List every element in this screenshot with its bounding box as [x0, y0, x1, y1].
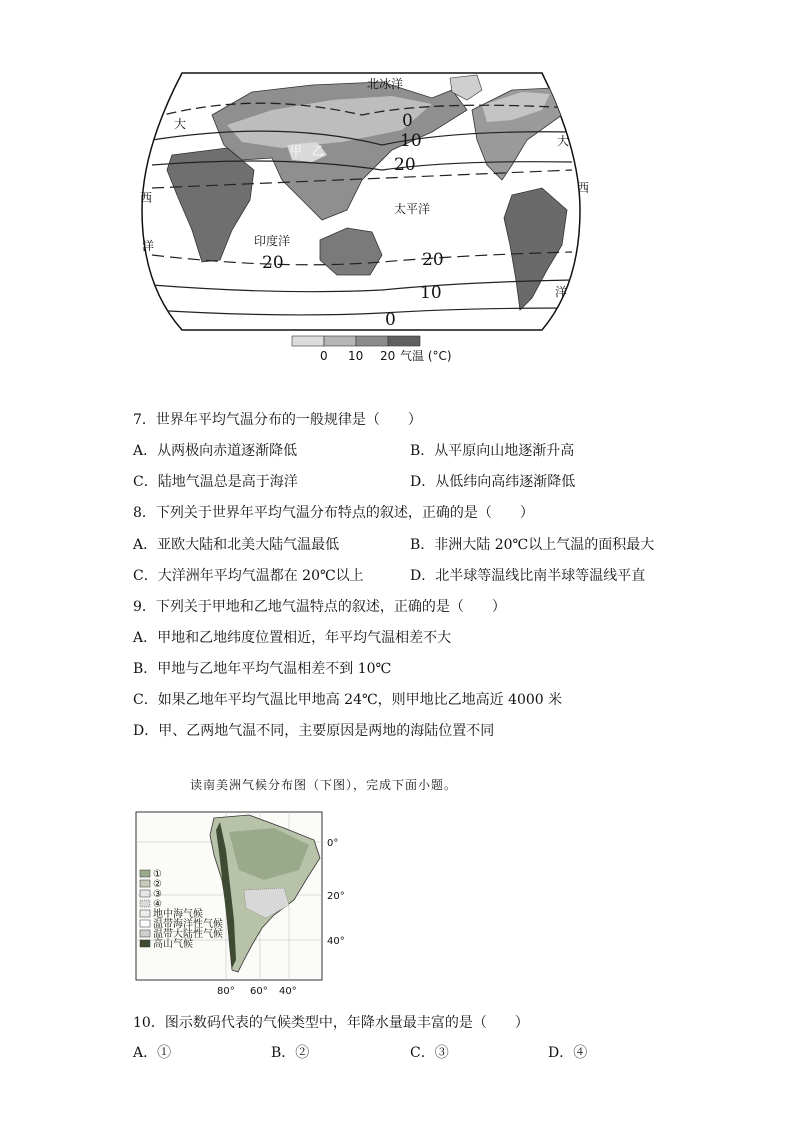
label-indian-ocean: 印度洋: [254, 234, 291, 248]
isotherm-label-0-north: 0: [402, 111, 413, 131]
question-7-option-a[interactable]: A．从两极向赤道逐渐降低: [133, 443, 298, 459]
question-7-stem: 7．世界年平均气温分布的一般规律是（ ）: [133, 412, 422, 428]
legend-item-3: ③: [153, 889, 162, 900]
label-atlantic-left-3: 洋: [142, 239, 155, 253]
question-7-option-b[interactable]: B．从平原向山地逐渐升高: [410, 443, 575, 459]
label-arctic-ocean: 北冰洋: [367, 77, 404, 91]
label-pacific-ocean: 太平洋: [394, 202, 431, 216]
isotherm-label-20-south-west: 20: [262, 253, 284, 273]
legend-item-4: ④: [153, 899, 162, 910]
question-9-option-a[interactable]: A．甲地和乙地纬度位置相近，年平均气温相差不大: [133, 630, 452, 646]
question-10-stem: 10．图示数码代表的气候类型中，年降水量最丰富的是（ ）: [133, 1015, 529, 1031]
world-temperature-map: [132, 70, 592, 365]
legend-temperate-continental: 温带大陆性气候: [153, 929, 223, 940]
question-9-option-b[interactable]: B．甲地与乙地年平均气温相差不到 10℃: [133, 661, 392, 677]
question-8-stem: 8．下列关于世界年平均气温分布特点的叙述，正确的是（ ）: [133, 505, 534, 521]
question-10-option-a[interactable]: A．①: [133, 1045, 172, 1061]
lat-label-40: 40°: [327, 936, 345, 947]
label-atlantic-left-2: 西: [140, 191, 153, 205]
question-8-option-d[interactable]: D．北半球等温线比南半球等温线平直: [410, 568, 646, 584]
legend-highland: 高山气候: [153, 939, 193, 950]
question-8-option-a[interactable]: A．亚欧大陆和北美大陆气温最低: [133, 537, 340, 553]
lat-label-20: 20°: [327, 891, 345, 902]
question-10-option-d[interactable]: D．④: [548, 1045, 588, 1061]
legend-tick-0: 0: [320, 349, 328, 363]
lon-label-60: 60°: [250, 986, 268, 997]
legend-temperate-maritime: 温带海洋性气候: [153, 919, 223, 930]
legend-tick-20: 20: [380, 349, 396, 363]
legend-unit: 气温 (°C): [400, 349, 452, 363]
label-atlantic-right-3: 洋: [555, 285, 568, 299]
question-9-option-c[interactable]: C．如果乙地年平均气温比甲地高 24℃，则甲地比乙地高近 4000 米: [133, 692, 563, 708]
label-atlantic-right-1: 大: [557, 134, 570, 148]
question-8-option-c[interactable]: C．大洋洲年平均气温都在 20℃以上: [133, 568, 364, 584]
question-10-option-c[interactable]: C．③: [410, 1045, 449, 1061]
isotherm-label-0-south: 0: [385, 310, 396, 330]
legend-tick-10: 10: [348, 349, 364, 363]
question-7-option-c[interactable]: C．陆地气温总是高于海洋: [133, 474, 298, 490]
question-8-option-b[interactable]: B．非洲大陆 20℃以上气温的面积最大: [410, 537, 655, 553]
isotherm-label-20-south-east: 20: [422, 250, 444, 270]
question-9-option-d[interactable]: D．甲、乙两地气温不同，主要原因是两地的海陆位置不同: [133, 723, 495, 739]
lat-label-0: 0°: [327, 838, 339, 849]
lon-label-40: 40°: [279, 986, 297, 997]
question-9-stem: 9．下列关于甲地和乙地气温特点的叙述，正确的是（ ）: [133, 599, 506, 615]
isotherm-label-20-north: 20: [394, 155, 416, 175]
question-7-option-d[interactable]: D．从低纬向高纬逐渐降低: [410, 474, 576, 490]
label-atlantic-left-1: 大: [174, 117, 187, 131]
isotherm-label-10-north: 10: [400, 131, 422, 151]
legend-item-1: ①: [153, 869, 162, 880]
label-yi: 乙: [312, 144, 325, 158]
lon-label-80: 80°: [217, 986, 235, 997]
south-america-climate-map: [134, 810, 350, 1000]
legend-item-2: ②: [153, 879, 162, 890]
south-america-intro: 读南美洲气候分布图（下图），完成下面小题。: [190, 778, 458, 792]
legend-mediterranean: 地中海气候: [153, 909, 203, 920]
question-10-option-b[interactable]: B．②: [271, 1045, 310, 1061]
temperature-legend: [292, 336, 452, 363]
label-atlantic-right-2: 西: [577, 181, 590, 195]
isotherm-label-10-south: 10: [420, 283, 442, 303]
label-jia: 甲: [290, 144, 303, 158]
